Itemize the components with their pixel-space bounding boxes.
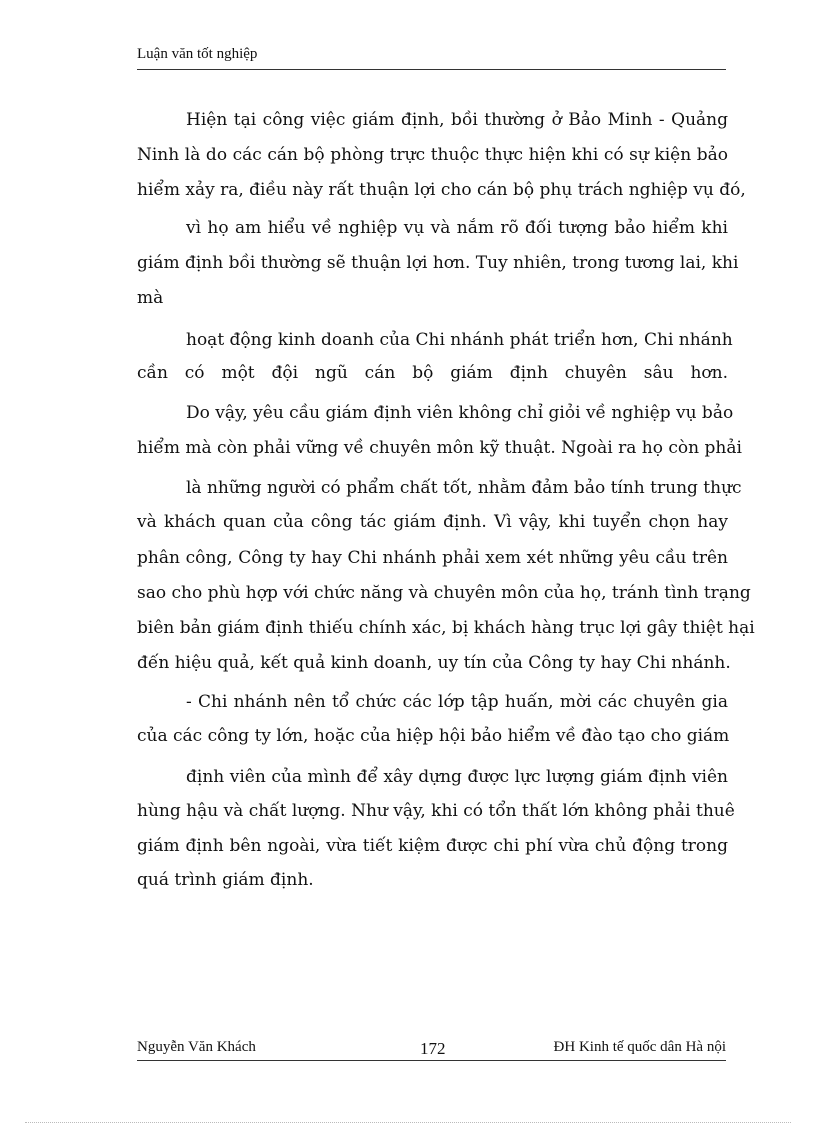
- footer-university: ĐH Kinh tế quốc dân Hà nội: [553, 1039, 726, 1055]
- body-line: cần có một đội ngũ cán bộ giám định chuyên sâu hơn.: [137, 363, 728, 383]
- body-line: quá trình giám định.: [137, 870, 314, 890]
- header-rule: [137, 69, 726, 70]
- footer-author: Nguyễn Văn Khách: [137, 1039, 256, 1055]
- body-line: đến hiệu quả, kết quả kinh doanh, uy tín của Công ty hay Chi nhánh.: [137, 653, 731, 673]
- body-line: Ninh là do các cán bộ phòng trực thuộc thực hiện khi có sự kiện bảo: [137, 145, 728, 165]
- body-line: - Chi nhánh nên tổ chức các lớp tập huấn, mời các chuyên gia: [186, 692, 728, 712]
- body-line: Do vậy, yêu cầu giám định viên không chỉ giỏi về nghiệp vụ bảo: [186, 403, 734, 423]
- body-line: giám định bồi thường sẽ thuận lợi hơn. Tuy nhiên, trong tương lai, khi: [137, 253, 739, 273]
- body-line: và khách quan của công tác giám định. Vì vậy, khi tuyển chọn hay: [137, 512, 728, 532]
- body-line: giám định bên ngoài, vừa tiết kiệm được chi phí vừa chủ động trong: [137, 836, 728, 856]
- footer-rule: [137, 1060, 726, 1061]
- body-line: vì họ am hiểu về nghiệp vụ và nắm rõ đối tượng bảo hiểm khi: [186, 218, 728, 238]
- body-line: biên bản giám định thiếu chính xác, bị khách hàng trục lợi gây thiệt hại: [137, 618, 755, 638]
- body-line: mà: [137, 288, 164, 308]
- body-line: phân công, Công ty hay Chi nhánh phải xem xét những yêu cầu trên: [137, 548, 728, 568]
- body-line: là những người có phẩm chất tốt, nhằm đảm bảo tính trung thực: [186, 478, 742, 498]
- body-line: hùng hậu và chất lượng. Như vậy, khi có tổn thất lớn không phải thuê: [137, 801, 735, 821]
- body-line: của các công ty lớn, hoặc của hiệp hội bảo hiểm về đào tạo cho giám: [137, 726, 730, 746]
- body-line: hiểm xảy ra, điều này rất thuận lợi cho cán bộ phụ trách nghiệp vụ đó,: [137, 180, 746, 200]
- body-line: sao cho phù hợp với chức năng và chuyên môn của họ, tránh tình trạng: [137, 583, 751, 603]
- body-line: định viên của mình để xây dựng được lực lượng giám định viên: [186, 767, 728, 787]
- running-header-title: Luận văn tốt nghiệp: [137, 46, 258, 62]
- page-number: 172: [420, 1039, 446, 1058]
- body-line: hoạt động kinh doanh của Chi nhánh phát triển hơn, Chi nhánh: [186, 330, 733, 350]
- body-line: Hiện tại công việc giám định, bồi thường ở Bảo Minh - Quảng: [186, 110, 728, 130]
- body-line: hiểm mà còn phải vững về chuyên môn kỹ thuật. Ngoài ra họ còn phải: [137, 438, 742, 458]
